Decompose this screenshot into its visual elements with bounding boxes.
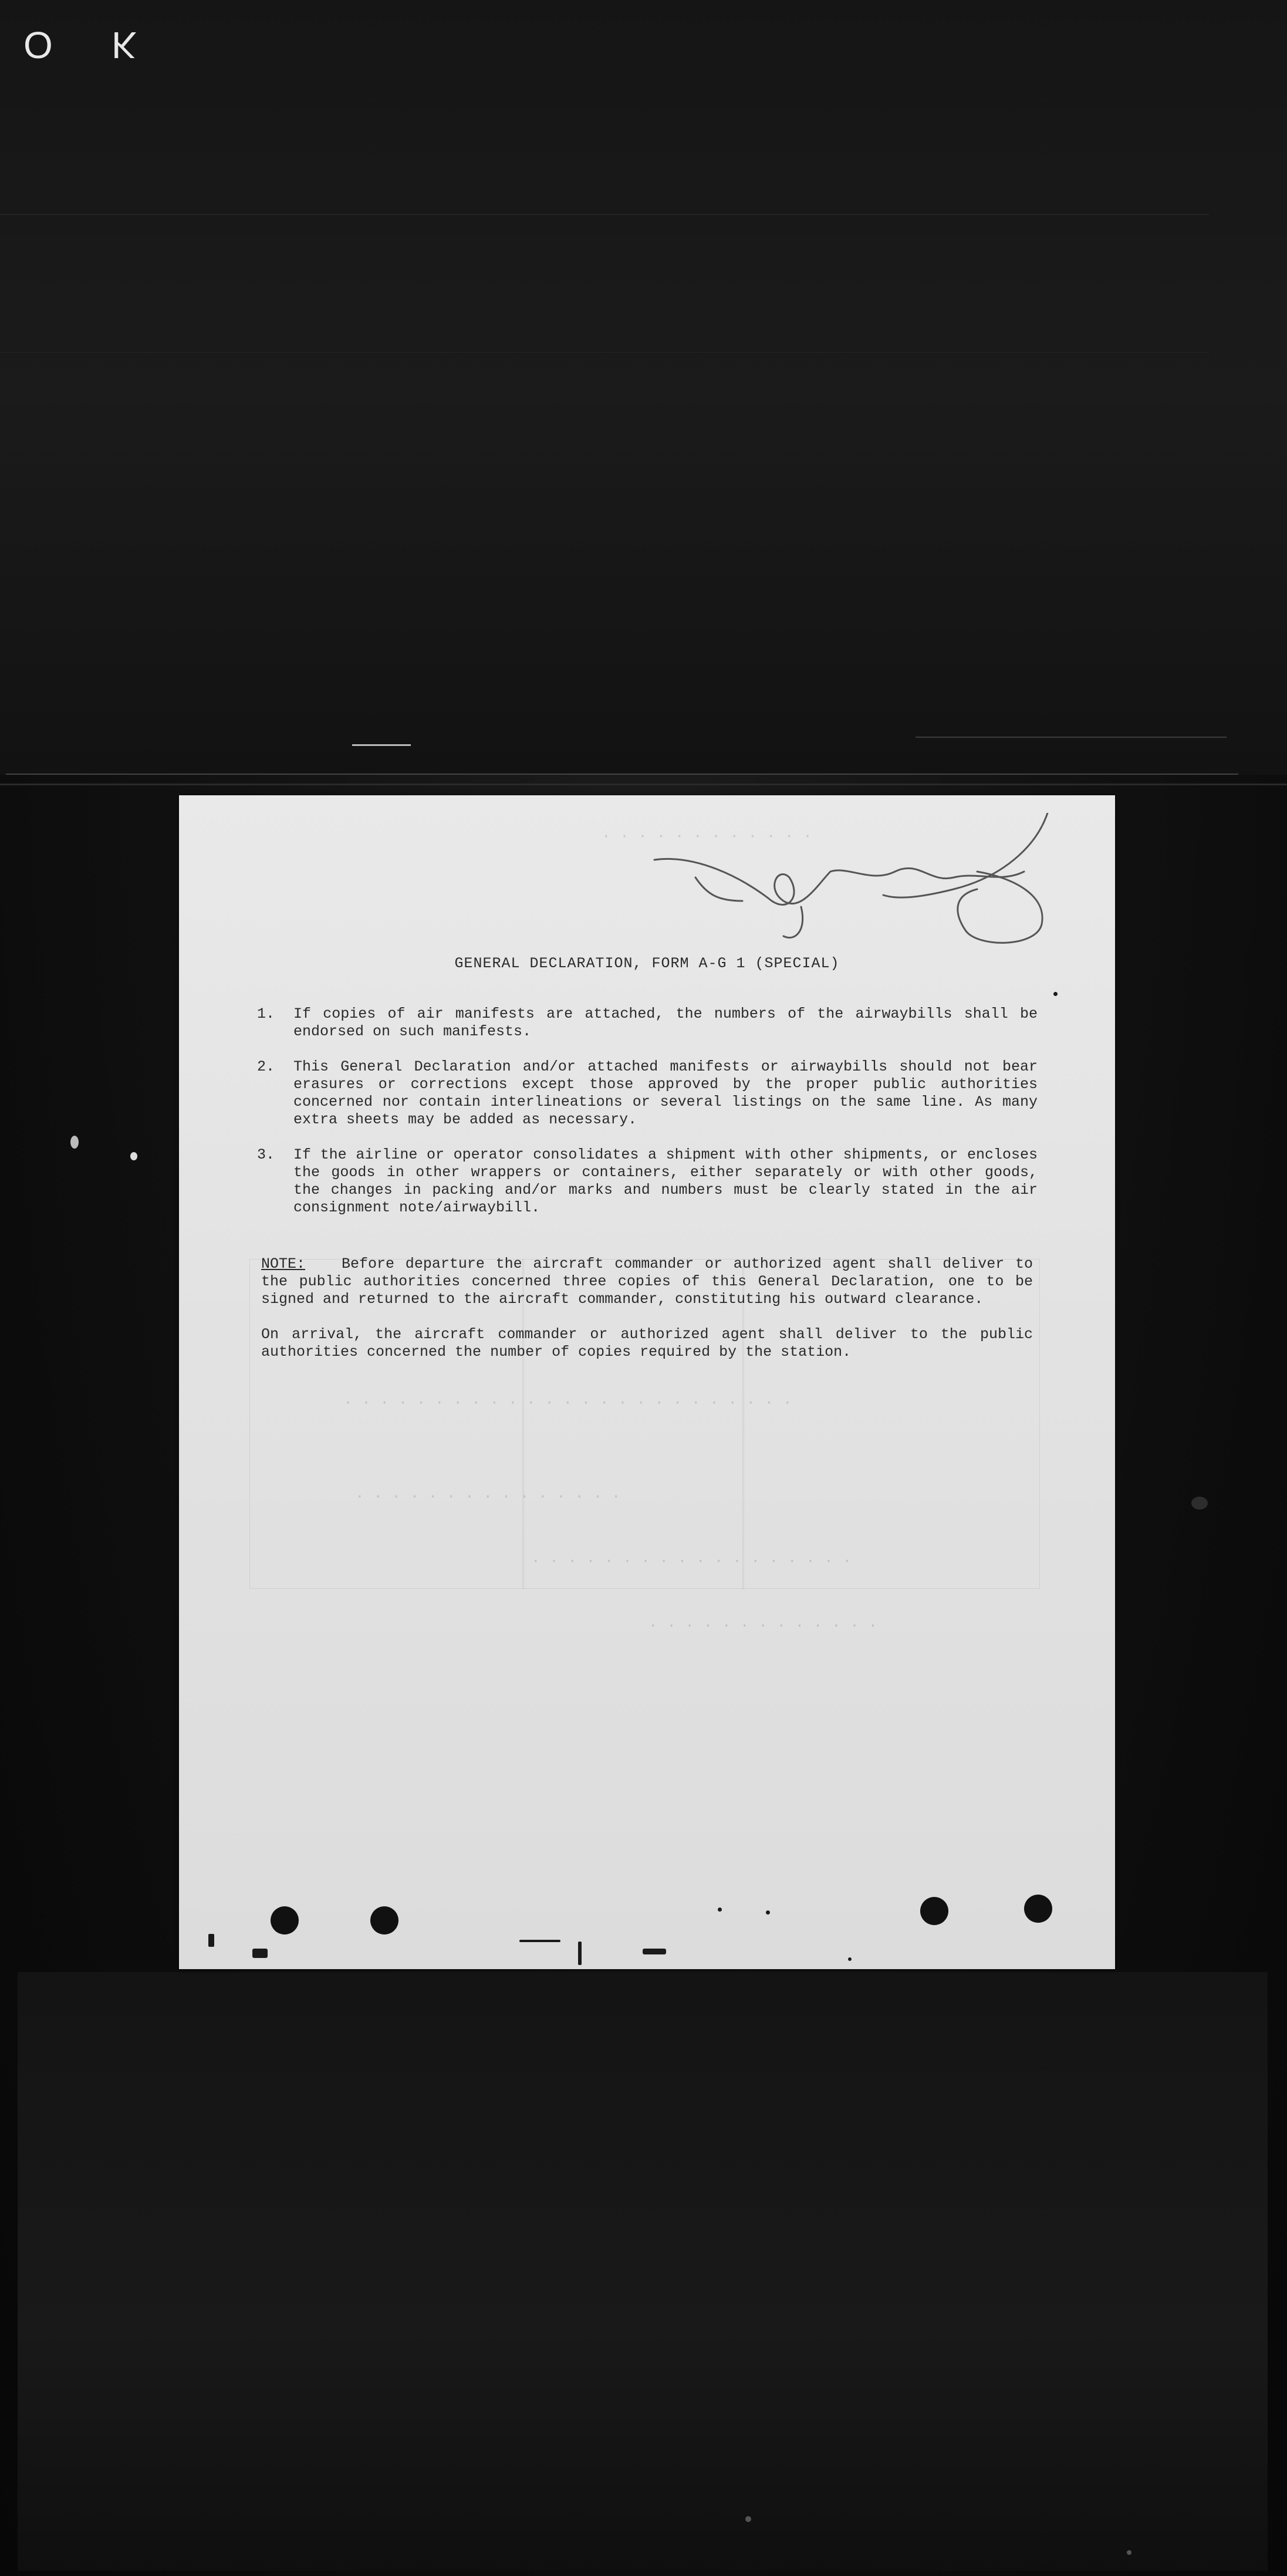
note-text: Before departure the aircraft commander or authorized agent shall deliver to the public authorities concerned three copies of this General Declaration, one to be signed and returned to the aircraft commander, constituting his outward clearance. [261,1255,1033,1308]
punch-hole [1024,1895,1052,1923]
film-speck [1127,2550,1131,2555]
film-scratch [916,737,1227,738]
bleed-through-text: · · · · · · · · · · · · · · · · · · · · · · · · · [343,1394,792,1412]
item-number: 2. [257,1058,275,1075]
declaration-page [179,795,1115,1969]
punch-hole [920,1897,948,1925]
film-speck [1191,1497,1208,1510]
paper-speck [766,1910,770,1915]
film-scratch [0,784,1287,785]
film-speck [70,1136,79,1149]
document-title: GENERAL DECLARATION, FORM A-G 1 (SPECIAL) [454,955,840,972]
punch-hole [370,1906,398,1934]
paper-speck [208,1934,214,1947]
item-text: This General Declaration and/or attached manifests or airwaybills should not bear erasures or corrections except those approved by the proper public authorities concerned nor contain interlineations or several listings on the same line. As many extra sheets may be added as necessary. [293,1058,1038,1128]
item-number: 1. [257,1005,275,1022]
film-scratch [6,774,1238,775]
film-frame-upper [0,0,1287,775]
item-text: If the airline or operator consolidates a shipment with other shipments, or encloses the goods in other wrappers or containers, either separately or with other goods, the changes in packing and/or marks and numbers must be clearly stated in the air consignment note/airwaybill. [293,1146,1038,1216]
note-paragraph [261,1255,1033,1308]
bleed-through-text: · · · · · · · · · · · · · · · · · · [531,1552,852,1570]
film-scratch [0,352,1209,353]
film-scratch [352,744,411,746]
film-speck [745,2516,751,2522]
arrival-paragraph: On arrival, the aircraft commander or authorized agent shall deliver to the public authorities concerned the number of copies required by the station. [261,1326,1033,1360]
paper-speck [848,1957,852,1961]
item-text: If copies of air manifests are attached, the numbers of the airwaybills shall be endorsed on such manifests. [293,1005,1038,1040]
paper-speck [643,1949,666,1954]
paper-speck [519,1940,560,1942]
note-label: NOTE: [261,1255,306,1272]
paper-speck [578,1942,582,1965]
paper-speck [718,1907,722,1912]
film-frame-lower [18,1972,1268,2571]
list-item [257,1146,1038,1217]
bleed-through-text: · · · · · · · · · · · · · [648,1617,878,1635]
item-number: 3. [257,1146,275,1163]
film-scratch [0,214,1209,215]
frame-mark-o: O [23,24,53,66]
instruction-list [257,1005,1038,1234]
paper-speck [1053,992,1058,996]
note-section [261,1255,1033,1361]
punch-hole [271,1906,299,1934]
film-speck [130,1152,137,1160]
bleed-through-text: · · · · · · · · · · · · · · · [355,1488,621,1505]
list-item [257,1005,1038,1041]
paper-speck [252,1949,268,1958]
list-item [257,1058,1038,1129]
frame-mark-k: K [112,24,137,66]
bleed-through-text: · · · · · · · · · · · · [602,828,812,845]
